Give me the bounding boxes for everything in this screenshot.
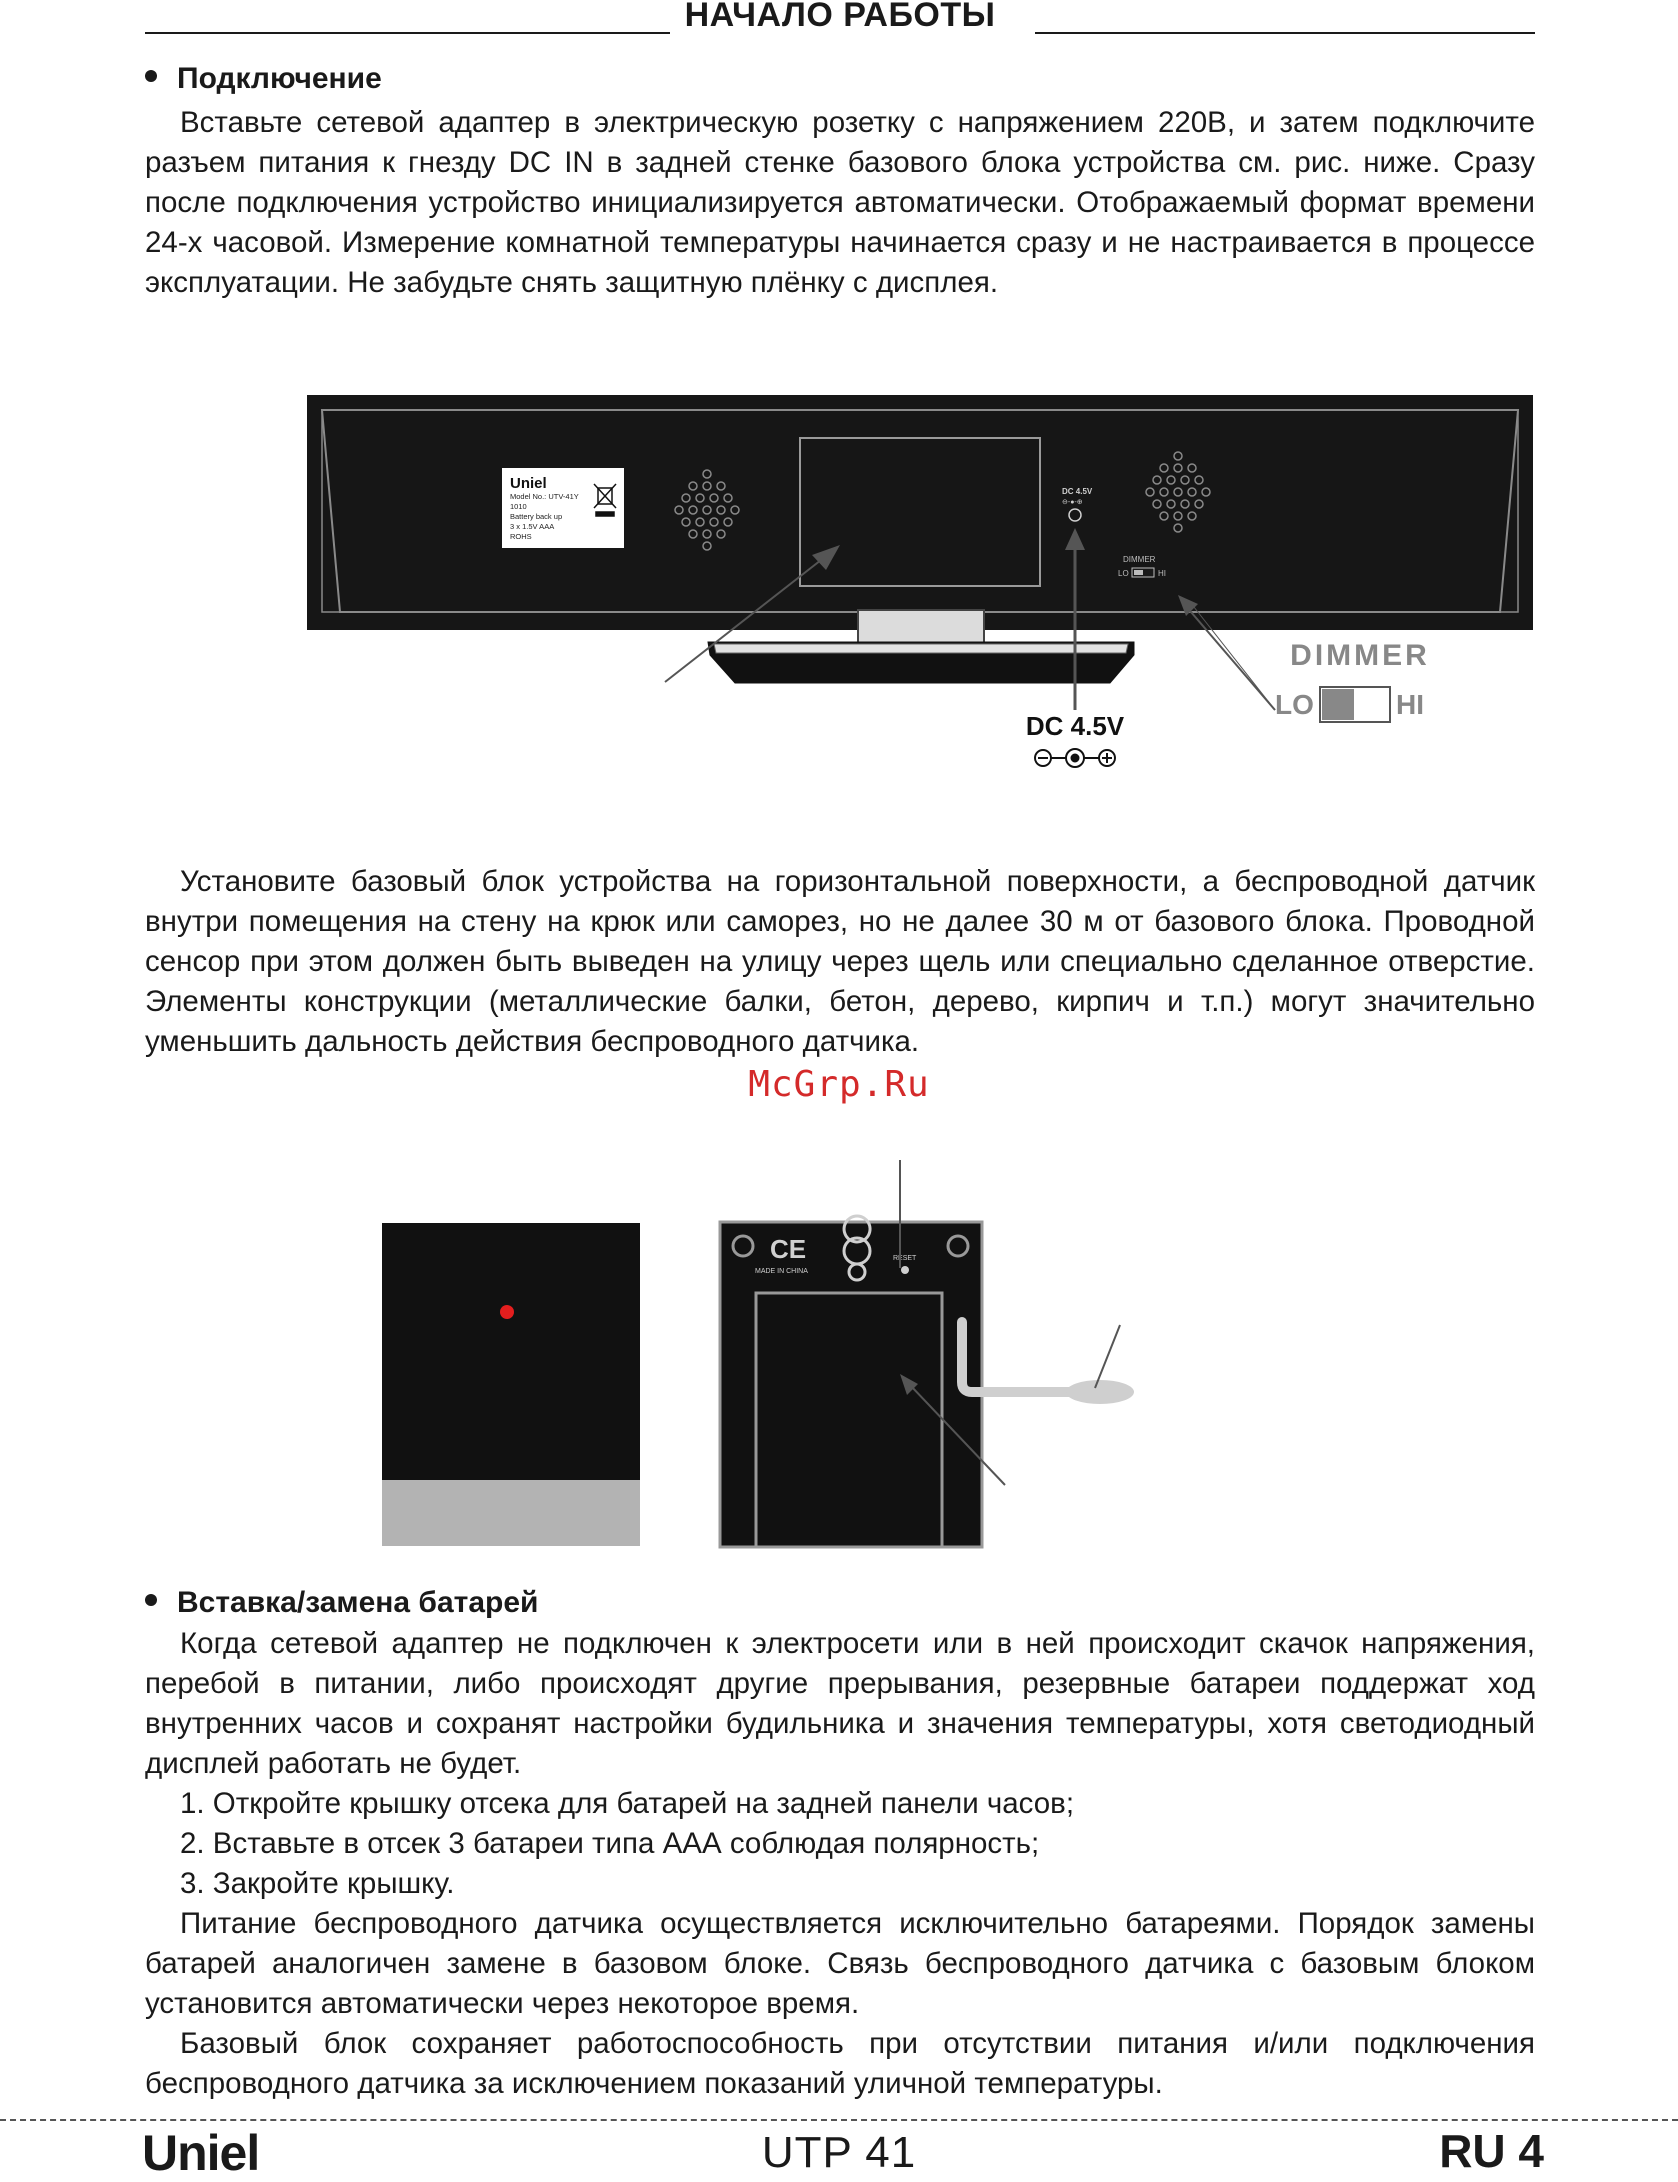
base-unit-diagram bbox=[300, 390, 1540, 790]
paragraph-batteries-intro: Когда сетевой адаптер не подключен к электросети или в ней происходит скачок напряжения, перебой в питании, либо происходят другие прерывания, резервные батареи поддержат ход внутренних часов и сохранят настройки будильника и значения температуры, хотя светодиодный дисплей работать не будет. bbox=[145, 1627, 1535, 1780]
hi-label: HI bbox=[1396, 689, 1424, 720]
section-heading-batteries bbox=[145, 1586, 538, 1620]
paragraph-base-unit: Базовый блок сохраняет работоспособность при отсутствии питания и/или подключения беспроводного датчика за исключением показаний уличной температуры. bbox=[145, 2027, 1535, 2100]
dc-jack-small-label: DC 4.5V bbox=[1062, 487, 1093, 496]
footer-brand-logo: Uniel bbox=[142, 2125, 260, 2181]
list-item: 2. Вставьте в отсек 3 батареи типа ААА соблюдая полярность; bbox=[180, 1827, 1040, 1860]
heading-text: Вставка/замена батарей bbox=[177, 1586, 539, 1619]
label-line: 3 x 1.5V AAA bbox=[510, 522, 555, 531]
sensor-front bbox=[382, 1223, 640, 1480]
label-line: 1010 bbox=[510, 502, 527, 511]
lo-small-label: LO bbox=[1118, 569, 1129, 578]
footer-model: UTP 41 bbox=[761, 2128, 917, 2177]
paragraph-connection: Вставьте сетевой адаптер в электрическую розетку с напряжением 220В, и затем подключите разъем питания к гнезду DC IN в задней стенке базового блока устройства см. рис. ниже. Сразу после подключения устройство инициализируется автоматически. Отображаемый формат времени 24-х часовой. Измерение комнатной температуры начинается сразу и не настраивается в процессе эксплуатации. Не забудьте снять защитную плёнку с дисплея. bbox=[145, 106, 1535, 299]
reset-label: RESET bbox=[893, 1255, 917, 1262]
dimmer-switch-knob bbox=[1322, 689, 1354, 720]
footer-divider bbox=[0, 2119, 1678, 2121]
list-item: 3. Закройте крышку. bbox=[180, 1867, 455, 1900]
dimmer-label: DIMMER bbox=[1290, 639, 1430, 672]
battery-compartment-cover bbox=[756, 1293, 942, 1547]
label-line: Model No.: UTV-41Y bbox=[510, 492, 579, 501]
watermark-text: McGrp.Ru bbox=[748, 1064, 930, 1105]
battery-door bbox=[800, 438, 1040, 586]
page-title: НАЧАЛО РАБОТЫ bbox=[681, 0, 1000, 34]
sensor-led-indicator bbox=[500, 1305, 514, 1319]
label-brand-text: Uniel bbox=[510, 475, 547, 492]
dc-label: DC 4.5V bbox=[1025, 711, 1125, 741]
footer-page-number: RU 4 bbox=[1439, 2125, 1544, 2177]
paragraph-sensor-batteries: Питание беспроводного датчика осуществляется исключительно батареями. Порядок замены батарей аналогичен замене в базовом блоке. Связь беспроводного датчика с базовым блоком установится автоматически через некоторое время. bbox=[145, 1907, 1535, 2020]
list-item: 1. Откройте крышку отсека для батарей на задней панели часов; bbox=[180, 1787, 1075, 1820]
lo-label: LO bbox=[1275, 689, 1314, 720]
label-line: Battery back up bbox=[510, 512, 563, 521]
probe-pointer bbox=[1095, 1325, 1120, 1388]
made-in-text: MADE IN CHINA bbox=[755, 1268, 808, 1275]
dimmer-small-label: DIMMER bbox=[1123, 555, 1156, 564]
hi-small-label: HI bbox=[1158, 569, 1166, 578]
reset-button bbox=[901, 1266, 909, 1274]
wireless-sensor-diagram bbox=[370, 1150, 1170, 1560]
heading-text: Подключение bbox=[177, 62, 382, 95]
bullet-icon bbox=[145, 1594, 157, 1606]
page-header bbox=[145, 0, 1535, 36]
paragraph-placement: Установите базовый блок устройства на горизонтальной поверхности, а беспроводной датчик внутри помещения на стену на крюк или саморез, но не далее 30 м от базового блока. Проводной сенсор при этом должен быть выведен на улицу через щель или специально сделанное отверстие. Элементы конструкции (металлические балки, бетон, дерево, кирпич и т.п.) могут значительно уменьшить дальность действия беспроводного датчика. bbox=[145, 865, 1535, 1058]
sensor-front-bottom bbox=[382, 1480, 640, 1546]
section-heading-connection bbox=[145, 62, 382, 96]
ce-mark: CE bbox=[770, 1234, 807, 1264]
bullet-icon bbox=[145, 70, 157, 82]
polarity-small-icon: ⊖-●-⊕ bbox=[1062, 499, 1083, 506]
polarity-icon bbox=[1035, 749, 1115, 767]
temperature-probe bbox=[1066, 1380, 1134, 1404]
label-line: ROHS bbox=[510, 532, 532, 541]
